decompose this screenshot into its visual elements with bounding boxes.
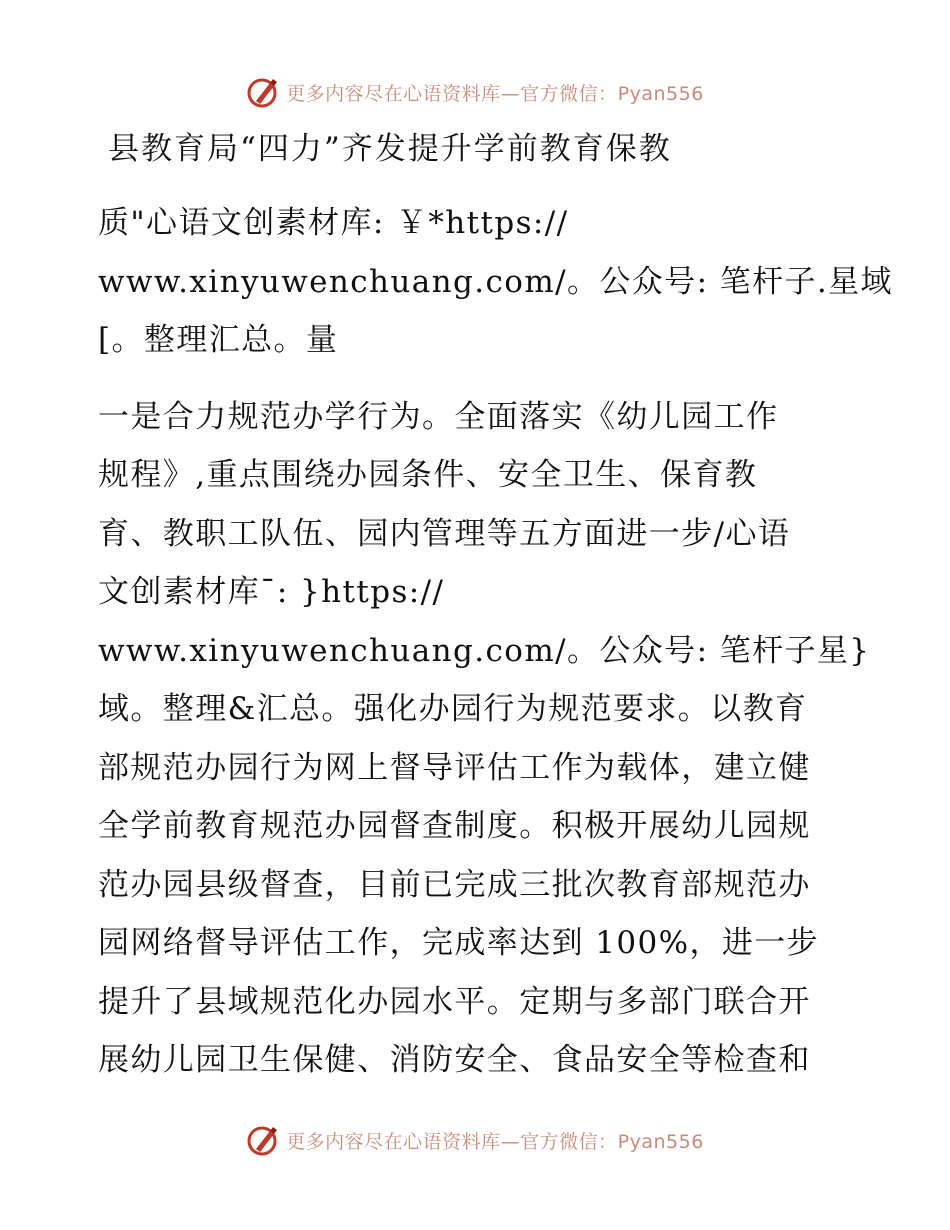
paragraph-line: 全学前教育规范办园督查制度。积极开展幼儿园规 (98, 808, 811, 844)
header-banner-text: 更多内容尽在心语资料库—官方微信：Pyan556 (286, 82, 704, 105)
paragraph-line: 质"心语文创素材库: ￥*https:// (98, 205, 569, 241)
paragraph-line: 范办园县级督查，目前已完成三批次教育部规范办 (98, 866, 811, 903)
paragraph-line: 育、教职工队伍、园内管理等五方面进一步/心语 (98, 515, 791, 552)
paragraph-line: 提升了县域规范化办园水平。定期与多部门联合开 (98, 983, 811, 1020)
paragraph-line: 展幼儿园卫生保健、消防安全、食品安全等检查和 (98, 1042, 811, 1078)
paragraph-line: 文创素材库¯: }https:// (98, 574, 445, 610)
paragraph-line: [。整理汇总。量 (98, 322, 339, 358)
document-title: 县教育局“四力”齐发提升学前教育保教 (108, 131, 672, 167)
paragraph-2 (98, 388, 871, 1090)
paragraph-line: 域。整理&汇总。强化办园行为规范要求。以教育 (98, 691, 808, 727)
document-body (98, 124, 893, 1090)
paragraph-line: 规程》,重点围绕办园条件、安全卫生、保育教 (98, 457, 758, 493)
pen-logo-icon (246, 1123, 280, 1157)
paragraph-line: www.xinyuwenchuang.com/。公众号: 笔杆子星} (98, 632, 871, 669)
paragraph-line: www.xinyuwenchuang.com/。公众号: 笔杆子.星域 (98, 263, 893, 300)
footer-banner (0, 1120, 950, 1160)
paragraph-line: 一是合力规范办学行为。全面落实《幼儿园工作 (98, 398, 779, 435)
paragraph-line: 部规范办园行为网上督导评估工作为载体，建立健 (98, 749, 811, 786)
header-banner (0, 72, 950, 112)
paragraph-1 (98, 194, 893, 370)
footer-banner-text: 更多内容尽在心语资料库—官方微信：Pyan556 (286, 1130, 704, 1153)
pen-logo-icon (246, 75, 280, 109)
paragraph-line: 园网络督导评估工作，完成率达到 100%，进一步 (98, 925, 820, 961)
